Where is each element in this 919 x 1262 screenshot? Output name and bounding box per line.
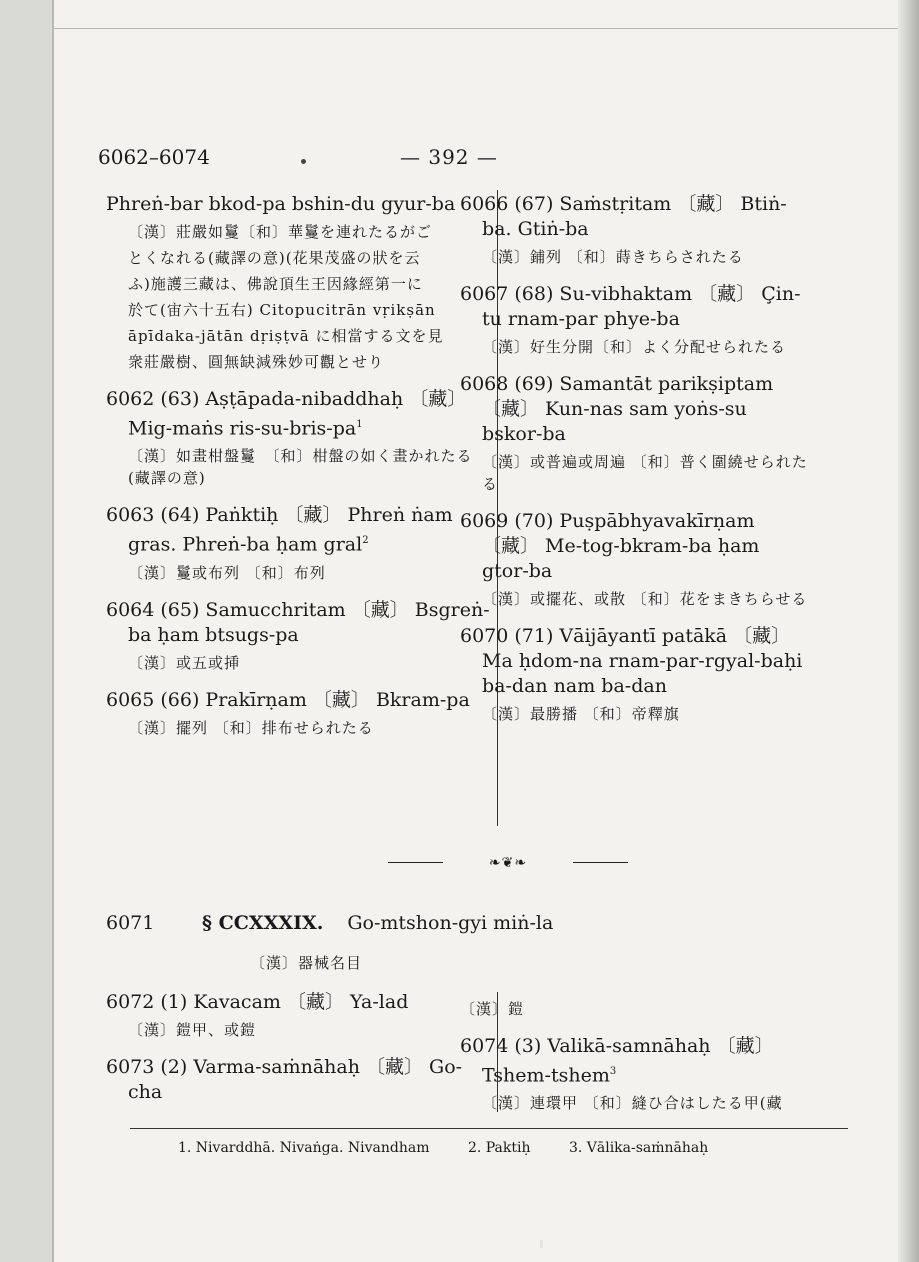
entry-headword: [106, 387, 494, 441]
entry: [106, 598, 494, 674]
entry: [106, 192, 494, 373]
page-range: 6062–6074: [98, 145, 210, 169]
right-column: [460, 192, 810, 739]
entry-headword: 6064 (65) Samucchritam 〔藏〕 Bsgreṅ-ba ḥam btsugs-pa: [106, 598, 490, 646]
entry-gloss: 〔漢〕鋪列 〔和〕蒔きちらされたる: [482, 248, 744, 266]
entry-headword: [460, 1034, 810, 1088]
entry-headword: 6068 (69) Samantāt parikṣiptam 〔藏〕 Kun-nas sam yoṅs-su bskor-ba: [460, 373, 774, 445]
headword-text: 6074 (3) Valikā-samnāhaḥ 〔藏〕 Tshem-tshem: [460, 1035, 774, 1087]
section-title: § CCXXXIX.: [202, 912, 324, 934]
entry: [460, 998, 810, 1020]
page-number: — 392 —: [400, 145, 498, 169]
entry: [106, 688, 494, 739]
entry-gloss: 〔漢〕莊嚴如鬘〔和〕華鬘を連れたるがご: [128, 223, 433, 241]
footnote-3: 3. Vālika-saṁnāhaḥ: [568, 1140, 709, 1156]
entry: [106, 387, 494, 489]
page-gutter-shadow: [898, 0, 919, 1262]
entry-gloss: 〔漢〕擺列 〔和〕排布せられたる: [128, 718, 374, 737]
entry-gloss: 於て(宙六十五右) Citopucitrān vṛikṣān: [128, 301, 436, 319]
section-ornament: [388, 855, 628, 869]
entry: [460, 282, 810, 358]
entry: [106, 1055, 494, 1105]
entry: [106, 503, 494, 583]
entry-gloss: 〔漢〕最勝播 〔和〕帝釋旗: [482, 705, 680, 723]
entry-gloss: 〔漢〕或普遍或周遍 〔和〕普く圍繞せられたる: [482, 453, 808, 493]
section-heading: [106, 912, 553, 934]
entry-gloss: 〔漢〕連環甲 〔和〕縫ひ合はしたる甲(藏: [482, 1094, 783, 1113]
ink-dot: [301, 159, 306, 164]
entry-gloss: 〔漢〕鎧: [460, 1000, 525, 1018]
entry: [460, 1034, 810, 1114]
footnote-marker: 2: [362, 535, 369, 547]
entry-headword: 6069 (70) Puṣpābhyavakīrṇam 〔藏〕 Me-tog-bkram-ba ḥam gtor-ba: [460, 510, 760, 582]
entry: [460, 624, 810, 725]
entry-gloss: 〔漢〕或擺花、或散 〔和〕花をまきちらせる: [482, 590, 808, 608]
entry-gloss: 〔漢〕或五或挿: [128, 653, 241, 672]
ornament-line: [388, 862, 443, 863]
ornament-line: [573, 862, 628, 863]
entry-gloss: 〔漢〕如畫柑盤鬘 〔和〕柑盤の如く畫かれたる(藏譯の意): [128, 447, 473, 488]
entry-headword: [106, 503, 494, 557]
left-column: [106, 192, 494, 753]
section-tibetan: Go-mtshon-gyi miṅ-la: [347, 912, 554, 934]
ink-speck: [540, 1240, 543, 1248]
headword-text: 6063 (64) Paṅktiḥ 〔藏〕 Phreṅ ṅam gras. Phreṅ-ba ḥam gral: [106, 504, 453, 556]
entry: [460, 509, 810, 610]
entry: [106, 990, 494, 1041]
entry: [460, 372, 810, 495]
footnote-2: 2. Paktiḥ: [467, 1140, 531, 1156]
entry-gloss: 衆莊嚴樹、圓無缺減殊妙可觀とせり: [128, 353, 385, 371]
entry-gloss: 〔漢〕好生分開〔和〕よく分配せられたる: [482, 338, 787, 356]
entry-headword: 6072 (1) Kavacam 〔藏〕 Ya-lad: [106, 991, 409, 1013]
footnote-rule: [130, 1128, 848, 1129]
entry: [460, 192, 810, 268]
entry-gloss: 〔漢〕鎧甲、或鎧: [128, 1021, 257, 1039]
entry-headword: 6065 (66) Prakīrṇam 〔藏〕 Bkram-pa: [106, 688, 470, 711]
scan-edge-line: [54, 28, 919, 29]
ornament-glyphs: ❧❦❧: [488, 855, 528, 871]
entry-headword: 6067 (68) Su-vibhaktam 〔藏〕 Çin-tu rnam-par phye-ba: [460, 283, 801, 330]
footnote-1: 1. Nivarddhā. Nivaṅga. Nivandham: [178, 1140, 430, 1156]
left-column-lower: [106, 990, 494, 1119]
entry-headword: Phreṅ-bar bkod-pa bshin-du gyur-ba: [106, 193, 456, 215]
entry-headword: 6070 (71) Vāijāyantī patākā 〔藏〕 Ma ḥdom-na rnam-par-rgyal-baḥi ba-dan nam ba-dan: [460, 625, 803, 697]
footnote-marker: 3: [609, 1066, 617, 1077]
right-column-lower: [460, 990, 810, 1128]
entry-gloss: 〔漢〕鬘或布列 〔和〕布列: [128, 563, 326, 582]
section-number: 6071: [106, 912, 155, 934]
footnotes: [178, 1140, 742, 1156]
headword-text: 6062 (63) Aṣṭāpada-nibaddhaḥ 〔藏〕 Mig-maṅs ris-su-bris-pa: [106, 388, 467, 440]
entry-headword: 6066 (67) Saṁstṛitam 〔藏〕 Btiṅ-ba. Gtiṅ-ba: [460, 193, 787, 240]
entry-gloss: ふ)施護三藏は、佛說頂生王因緣經第一に: [128, 275, 423, 293]
footnote-marker: 1: [356, 419, 363, 430]
entry-headword: 6073 (2) Varma-saṁnāhaḥ 〔藏〕 Go-cha: [106, 1056, 463, 1103]
entry-gloss: āpīdaka-jātān dṛiṣṭvā に相當する文を見: [128, 327, 444, 345]
entry-gloss: とくなれる(藏譯の意)(花果茂盛の狀を云: [128, 249, 421, 267]
section-gloss: 〔漢〕器械名目: [250, 954, 363, 972]
